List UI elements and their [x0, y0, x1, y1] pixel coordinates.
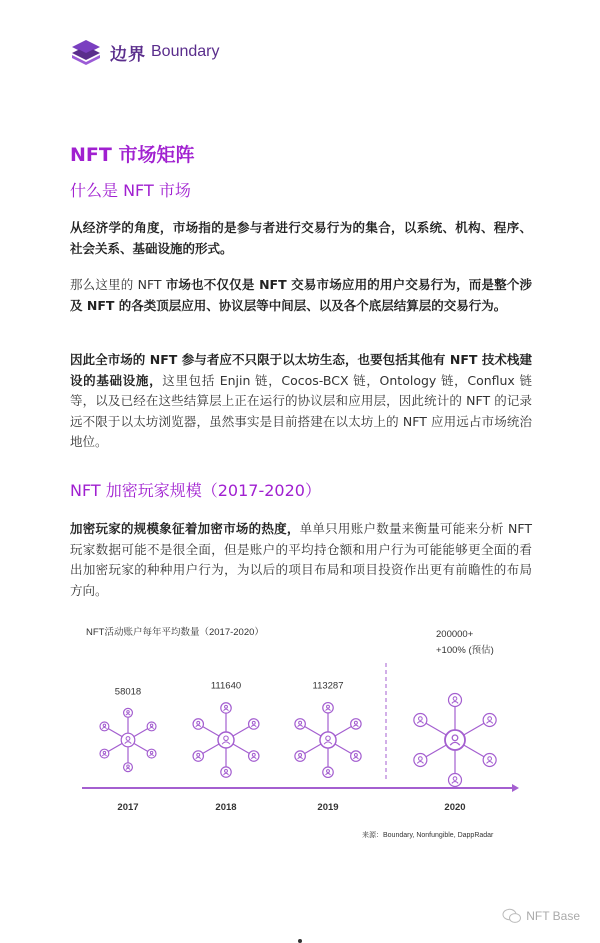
- central-user-icon: [121, 733, 135, 747]
- central-user-icon: [218, 732, 234, 748]
- year-label-2019: 2019: [317, 802, 339, 813]
- p3-plain: 这里包括 Enjin 链，Cocos-BCX 链，Ontology 链，Conflux 链等，以及已经在这些结算层上正在运行的协议层和应用层，因此统计的 NFT 的记录远不限于以太坊浏览器，虽然事实是目前搭建在以太坊上的 NFT 应用远占市场统治地位。: [70, 372, 532, 449]
- p4-plain: 单单只用账户数量来衡量可能来分析 NFT 玩家数据可能不是很全面，但是账户的平均持仓额和用户行为可能能够更全面的看出加密玩家的种种用户行为，为以后的项目布局和项目投资作出更有前瞻性的布局方向。: [70, 521, 532, 598]
- paragraph-definition: 从经济学的角度，市场指的是参与者进行交易行为的集合，以系统、机构、程序、社会关系、基础设施的形式。: [70, 220, 532, 256]
- central-user-icon: [320, 732, 336, 748]
- user-node-icon: [249, 751, 259, 761]
- logo-text-en: Boundary: [151, 43, 220, 60]
- boundary-logo: [70, 38, 220, 66]
- user-node-icon: [124, 763, 133, 772]
- user-node-icon: [295, 751, 305, 761]
- paragraph-player-scale: [70, 519, 532, 601]
- user-node-icon: [124, 708, 133, 717]
- user-node-icon: [414, 714, 427, 727]
- value-label-2020: 200000+: [436, 629, 474, 640]
- value-label-2018: 111640: [210, 680, 242, 692]
- user-node-icon: [351, 751, 361, 761]
- user-node-icon: [323, 767, 333, 777]
- user-node-icon: [249, 719, 259, 729]
- user-node-icon: [100, 722, 109, 731]
- timeline-arrow: [512, 784, 519, 792]
- chart-title: NFT活动账户每年平均数量（2017-2020）: [86, 627, 264, 638]
- user-node-icon: [221, 703, 231, 713]
- user-node-icon: [193, 719, 203, 729]
- nft-accounts-chart: [0, 615, 600, 845]
- user-node-icon: [193, 751, 203, 761]
- user-node-icon: [100, 749, 109, 758]
- paragraph-participants: [70, 350, 532, 453]
- network-cluster-2018: [193, 703, 259, 778]
- wechat-icon: [502, 908, 522, 924]
- chart-source: 来源：Boundary, Nonfungible, DappRadar: [362, 832, 494, 839]
- p3-bold: 因此全市场的 NFT 参与者应不只限于以太坊生态，也要包括其他有 NFT 技术栈建设的基础设施，: [70, 352, 532, 388]
- page-dot: [298, 939, 302, 943]
- user-node-icon: [483, 754, 496, 767]
- page-title: NFT 市场矩阵: [70, 144, 195, 166]
- paragraph-nft-market: [70, 275, 532, 316]
- user-node-icon: [483, 714, 496, 727]
- user-node-icon: [414, 754, 427, 767]
- p2-bold: 市场也不仅仅是 NFT 交易市场应用的用户交易行为，而是整个涉及 NFT 的各类顶层应用、协议层等中间层、以及各个底层结算层的交易行为。: [70, 277, 533, 313]
- network-cluster-2020: [414, 694, 496, 787]
- p4-bold: 加密玩家的规模象征着加密市场的热度，: [70, 521, 300, 536]
- projection-annotation: +100% (预估): [436, 645, 494, 656]
- user-node-icon: [323, 703, 333, 713]
- value-label-2019: 113287: [312, 680, 344, 692]
- section-heading-crypto-players: NFT 加密玩家规模（2017-2020）: [70, 481, 321, 500]
- user-node-icon: [221, 767, 231, 777]
- value-label-2017: 58018: [114, 686, 142, 698]
- user-node-icon: [295, 719, 305, 729]
- year-label-2020: 2020: [444, 802, 466, 813]
- network-cluster-2017: [100, 708, 156, 771]
- year-label-2017: 2017: [117, 802, 139, 813]
- footer-watermark: [502, 908, 580, 924]
- section-heading-what-is-nft-market: 什么是 NFT 市场: [70, 181, 191, 200]
- central-user-icon: [445, 730, 465, 750]
- network-cluster-2019: [295, 703, 361, 778]
- p2-plain: 那么这里的 NFT: [70, 277, 166, 292]
- logo-text-cn: 边界: [110, 44, 146, 65]
- user-node-icon: [449, 774, 462, 787]
- year-label-2018: 2018: [215, 802, 237, 813]
- user-node-icon: [351, 719, 361, 729]
- user-node-icon: [147, 722, 156, 731]
- footer-text: NFT Base: [526, 909, 580, 923]
- user-node-icon: [449, 694, 462, 707]
- user-node-icon: [147, 749, 156, 758]
- boundary-logo-icon: [70, 38, 104, 66]
